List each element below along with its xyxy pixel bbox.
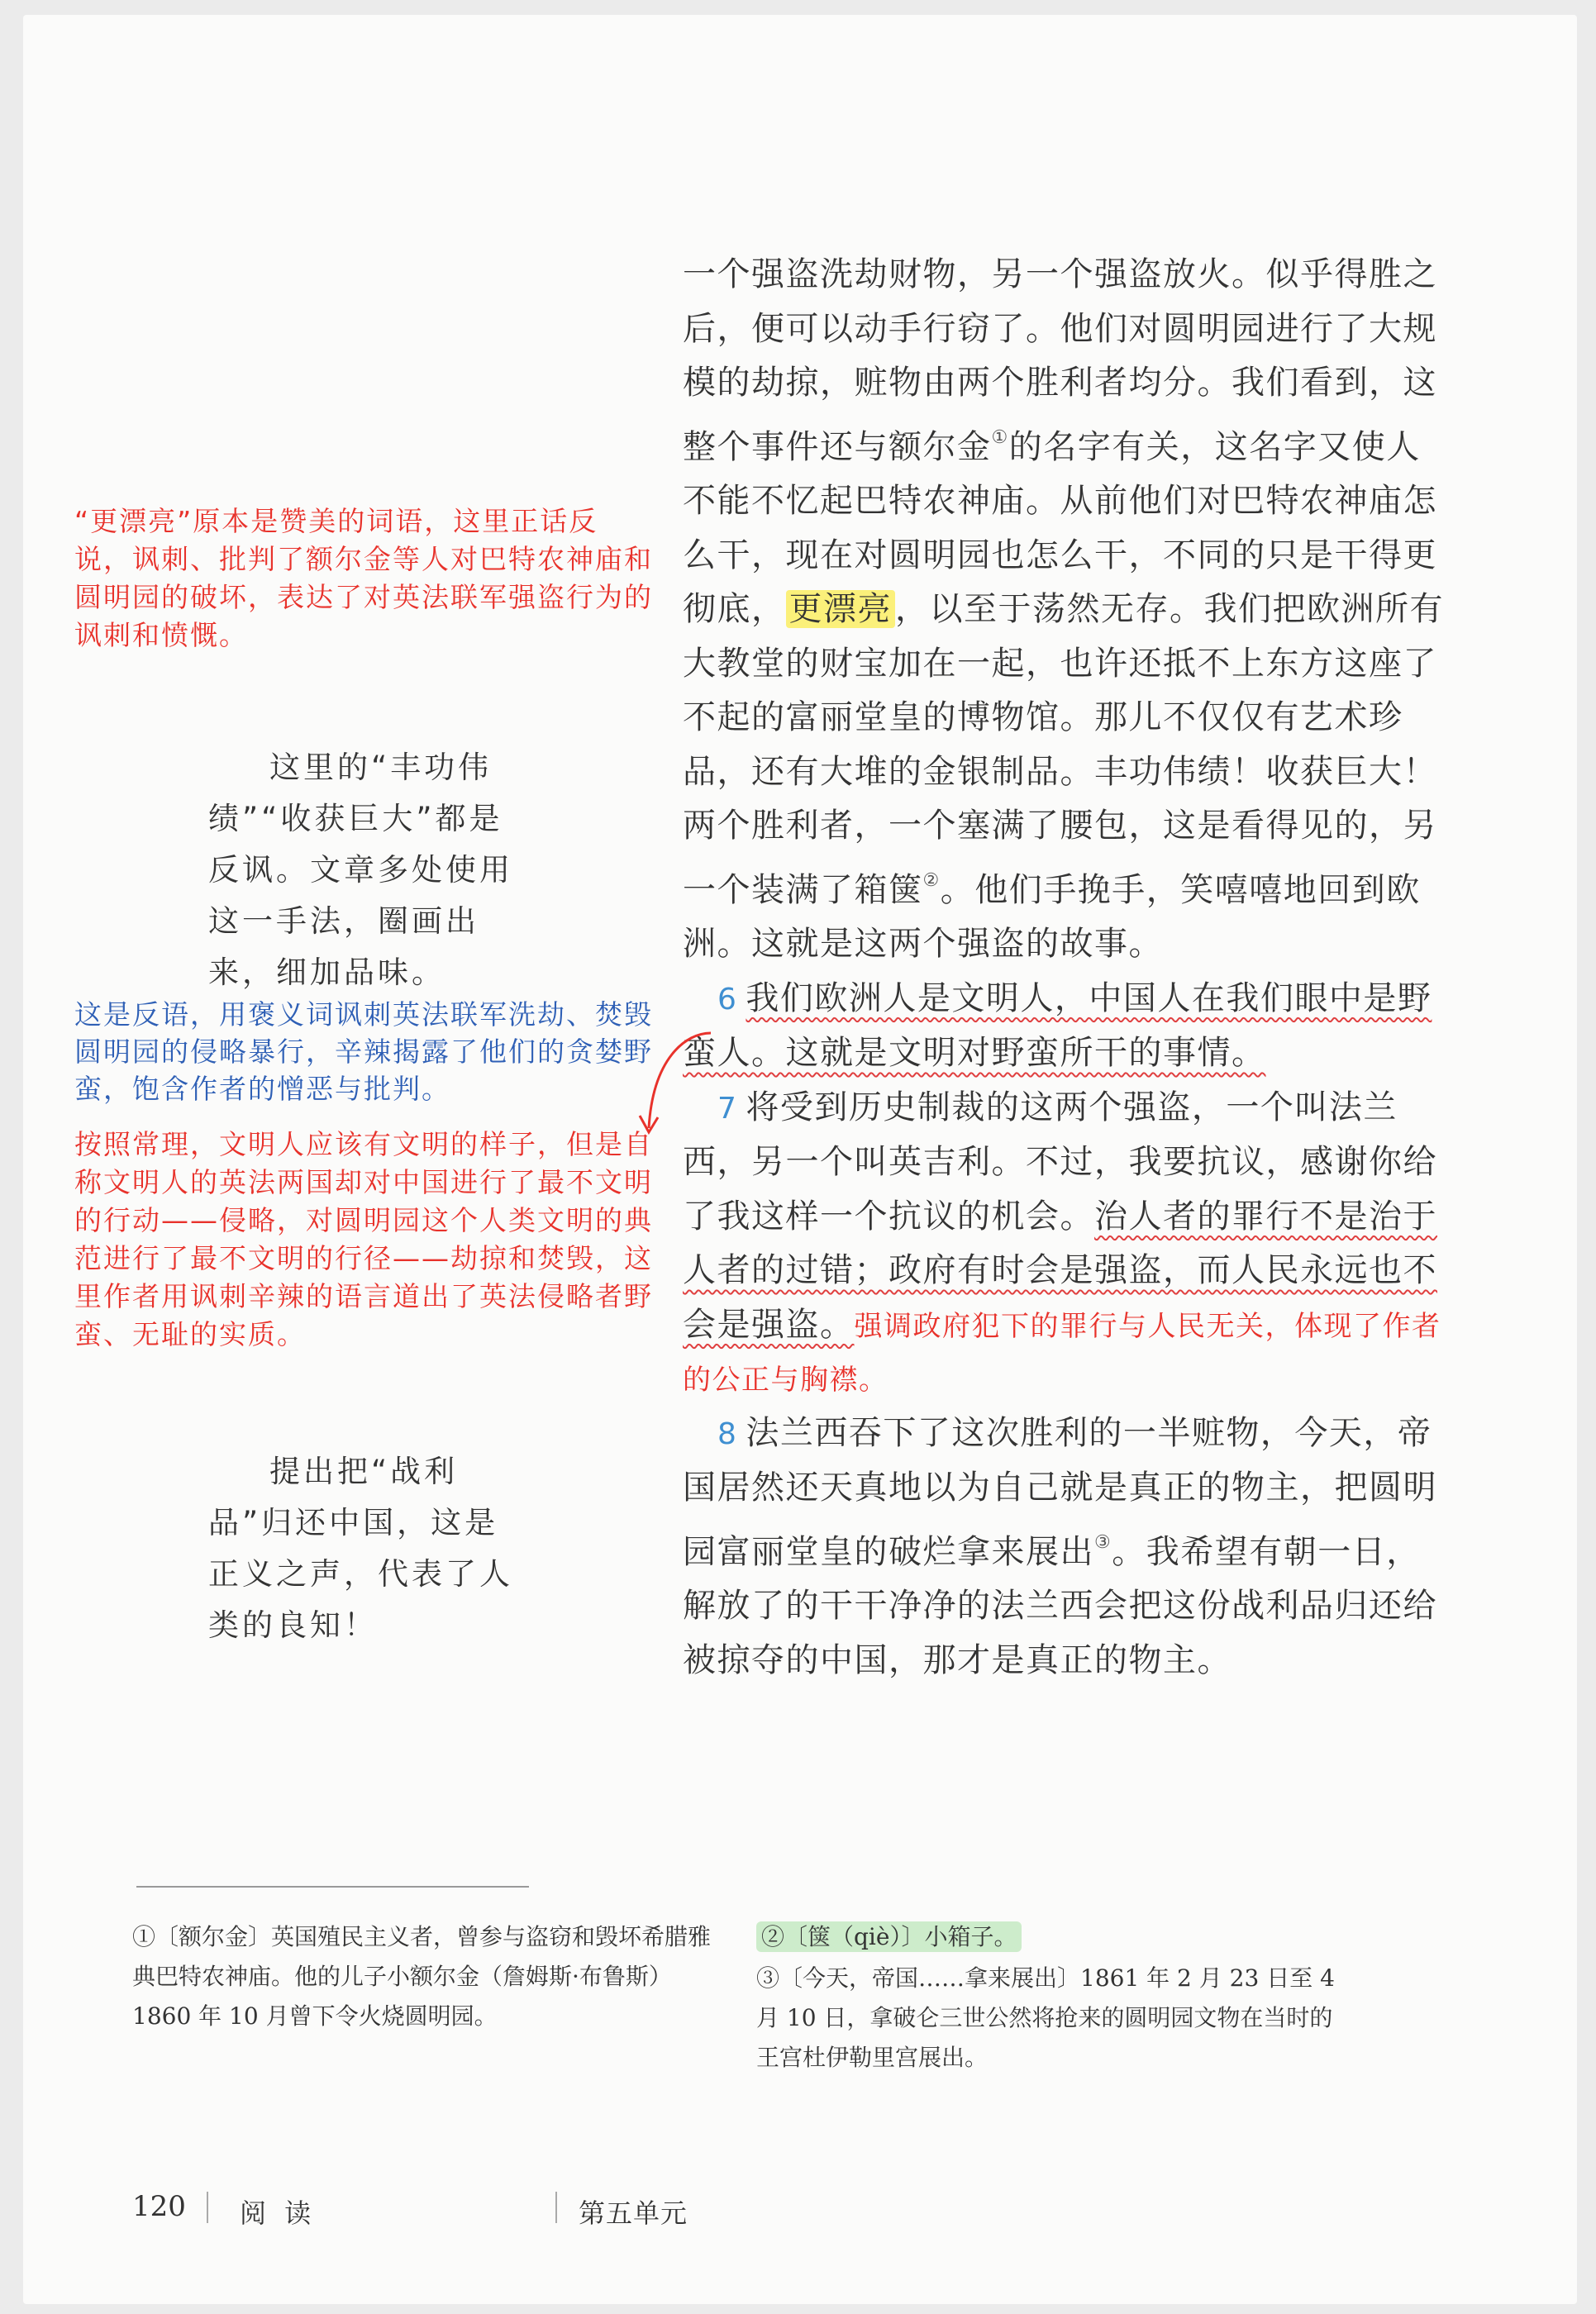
underlined-sentence: 治人者的罪行不是治于人者的过错；政府有时会是强盗，而人民永远也不会是强盗。 (683, 1197, 1437, 1344)
footnote-2: ②〔箧（qiè）〕小箱子。 (756, 1917, 1335, 1957)
footnote-ref-3[interactable]: ③ (1094, 1531, 1112, 1553)
page-number: 120 (132, 2190, 186, 2223)
paragraph-7: 7 将受到历史制裁的这两个强盗，一个叫法兰西，另一个叫英吉利。不过，我要抗议，感谢你给了我这样一个抗议的机会。治人者的罪行不是治于人者的过错；政府有时会是强盗，而人民永远也不会是强盗。强调政府犯下的罪行与人民无关，体现了作者的公正与胸襟。 (683, 1088, 1441, 1397)
paragraph-number: 7 (717, 1091, 738, 1126)
footnote-divider (136, 1886, 529, 1888)
pointer-arrow-icon (628, 1025, 719, 1140)
footnote-3: ③〔今天，帝国……拿来展出〕1861 年 2 月 23 日至 4 月 10 日，拿破仑三世公然将抢来的圆明园文物在当时的王宫杜伊勒里宫展出。 (756, 1964, 1335, 2071)
annotation-civilized: 按照常理，文明人应该有文明的样子，但是自称文明人的英法两国却对中国进行了最不文明的行动——侵略，对圆明园这个人类文明的典范进行了最不文明的行径——劫掠和焚毁，这里作者用讽刺辛辣的语言道出了英法侵略者野蛮、无耻的实质。 (74, 1128, 653, 1350)
annotation-irony-blue: 这是反语，用褒义词讽刺英法联军洗劫、焚毁圆明园的侵略暴行，辛辣揭露了他们的贪婪野蛮，饱含作者的憎恶与批判。 (74, 998, 653, 1105)
footer-divider (555, 2192, 557, 2223)
footer-unit: 第五单元 (579, 2197, 688, 2229)
paragraph-number: 6 (717, 982, 738, 1017)
highlighted-phrase: 更漂亮 (786, 590, 896, 628)
paragraph-5: 一个强盗洗劫财物，另一个强盗放火。似乎得胜之后，便可以动手行窃了。他们对圆明园进行了大规模的劫掠，赃物由两个胜利者均分。我们看到，这整个事件还与额尔金①的名字有关，这名字又使人不能不忆起巴特农神庙。从前他们对巴特农神庙怎么干，现在对圆明园也怎么干，不同的只是干得更彻底， 更漂亮 ，以至于荡然无存。我们把欧洲所有大教堂的财宝加在一起，也许还抵不上东方这座了不起的富丽堂皇的博物馆。那儿不仅仅有艺术珍品，还有大堆的金银制品。丰功伟绩！收获巨大！两个胜利者，一个塞满了腰包，这是看得见的，另一个装满了箱箧②。他们手挽手，笑嘻嘻地回到欧洲。这就是这两个强盗的故事。 (683, 255, 1444, 963)
annotation-gengpiaoliang: “更漂亮”原本是赞美的词语，这里正话反说，讽刺、批判了额尔金等人对巴特农神庙和圆明园的破坏，表达了对英法联军强盗行为的讽刺和愤慨。 (74, 505, 653, 651)
paragraph-8: 8 法兰西吞下了这次胜利的一半赃物，今天，帝国居然还天真地以为自己就是真正的物主，把圆明园富丽堂皇的破烂拿来展出③。我希望有朝一日，解放了的干干净净的法兰西会把这份战利品归还给被掠夺的中国，那才是真正的物主。 (683, 1413, 1437, 1679)
footer-divider (207, 2192, 208, 2223)
footnote-ref-2[interactable]: ② (922, 869, 941, 891)
footnote-ref-1[interactable]: ① (991, 426, 1009, 448)
paragraph-number: 8 (717, 1416, 738, 1451)
sidebar-note-justice: 提出把“战利品”归还中国，这是正义之声，代表了人类的良知！ (208, 1454, 513, 1643)
paragraph-6 (683, 972, 1451, 1081)
sidebar-note-irony: 这里的“丰功伟绩”“收获巨大”都是反讽。文章多处使用这一手法，圈画出来，细加品味。 (208, 750, 513, 990)
footnote-1: ①〔额尔金〕英国殖民主义者，曾参与盗窃和毁坏希腊雅典巴特农神庙。他的儿子小额尔金（詹姆斯·布鲁斯）1860 年 10 月曾下令火烧圆明园。 (132, 1923, 712, 2030)
main-text (683, 248, 1451, 1688)
inline-annotation: 强调政府犯下的罪行与人民无关，体现了作者的公正与胸襟。 (683, 1309, 1441, 1397)
footer-section: 阅 读 (240, 2197, 317, 2229)
underlined-sentence: 我们欧洲人是文明人，中国人在我们眼中是野蛮人。这就是文明对野蛮所干的事情。 (683, 978, 1432, 1072)
